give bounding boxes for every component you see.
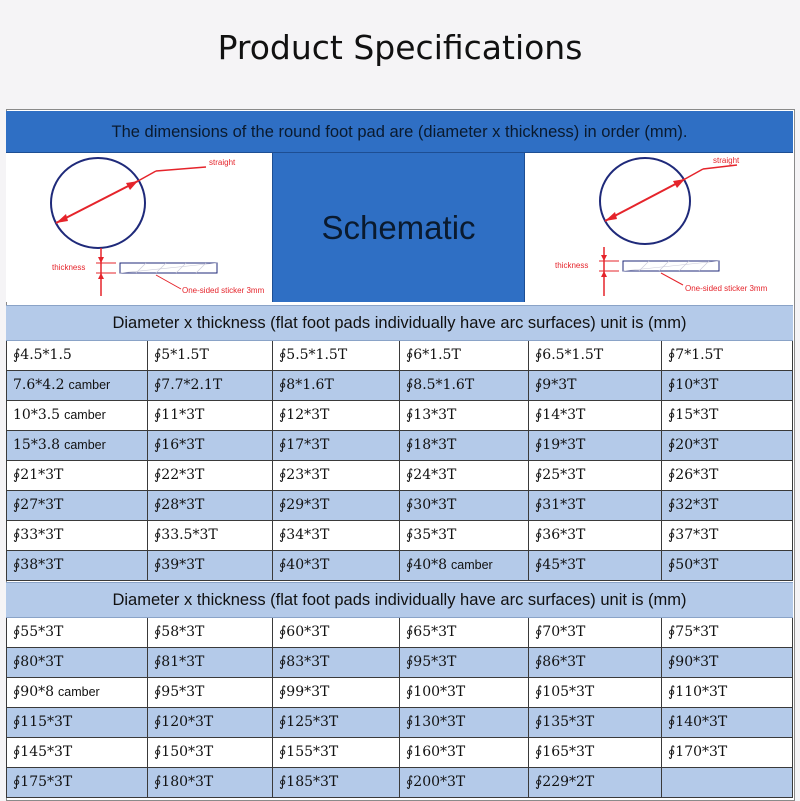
size-cell (6, 551, 148, 581)
section-header-2 (6, 582, 793, 618)
size-cell (6, 401, 148, 431)
size-value: ∮25*3T (535, 467, 586, 483)
size-cell (662, 738, 793, 768)
size-value: ∮60*3T (279, 624, 330, 640)
size-cell (400, 648, 529, 678)
size-value: ∮16*3T (154, 437, 205, 453)
size-value: ∮24*3T (406, 467, 457, 483)
size-value: ∮185*3T (279, 774, 339, 790)
size-cell (529, 551, 662, 581)
table-row (6, 431, 793, 461)
size-value: ∮81*3T (154, 654, 205, 670)
size-cell (148, 618, 273, 648)
table-row (6, 768, 793, 798)
size-cell (273, 461, 400, 491)
size-value: ∮7.7*2.1T (154, 377, 223, 393)
size-value: ∮6*1.5T (406, 347, 461, 363)
size-value: ∮45*3T (535, 557, 586, 573)
size-cell (400, 371, 529, 401)
size-value: ∮165*3T (535, 744, 595, 760)
size-value: ∮21*3T (13, 467, 64, 483)
size-value: ∮6.5*1.5T (535, 347, 604, 363)
size-value: ∮33*3T (13, 527, 64, 543)
size-value: 7.6*4.2 (13, 377, 65, 393)
size-value: ∮99*3T (279, 684, 330, 700)
size-value: ∮175*3T (13, 774, 73, 790)
size-cell (6, 648, 148, 678)
size-cell (273, 708, 400, 738)
size-value: ∮115*3T (13, 714, 73, 730)
size-value: ∮13*3T (406, 407, 457, 423)
size-cell (400, 678, 529, 708)
label-straight: straight (209, 158, 236, 167)
label-thickness: thickness (52, 263, 86, 272)
size-value: ∮5.5*1.5T (279, 347, 348, 363)
size-value: ∮30*3T (406, 497, 457, 513)
schematic-label: Schematic (321, 209, 476, 246)
size-cell (400, 618, 529, 648)
size-cell (6, 371, 148, 401)
size-value: ∮29*3T (279, 497, 330, 513)
table-row (6, 461, 793, 491)
size-value: ∮229*2T (535, 774, 595, 790)
size-value: ∮145*3T (13, 744, 73, 760)
size-cell (400, 491, 529, 521)
size-cell (400, 521, 529, 551)
size-value: ∮86*3T (535, 654, 586, 670)
size-value: ∮10*3T (668, 377, 719, 393)
size-value: ∮18*3T (406, 437, 457, 453)
size-cell (662, 491, 793, 521)
size-value: ∮140*3T (668, 714, 728, 730)
size-value: ∮170*3T (668, 744, 728, 760)
size-value: ∮95*3T (154, 684, 205, 700)
size-value: ∮125*3T (279, 714, 339, 730)
size-cell (6, 431, 148, 461)
size-cell (400, 461, 529, 491)
table-row (6, 401, 793, 431)
size-value: ∮39*3T (154, 557, 205, 573)
size-cell (529, 618, 662, 648)
size-cell (529, 431, 662, 461)
size-cell (273, 371, 400, 401)
schematic-diagram-left (6, 153, 272, 302)
size-cell (148, 461, 273, 491)
size-value: ∮4.5*1.5 (13, 347, 72, 363)
schematic-diagram-right (525, 153, 793, 302)
size-value: ∮40*3T (279, 557, 330, 573)
size-value: ∮37*3T (668, 527, 719, 543)
table-row (6, 491, 793, 521)
size-cell (273, 401, 400, 431)
label-straight: straight (713, 156, 740, 165)
size-value: ∮155*3T (279, 744, 339, 760)
size-value: ∮11*3T (154, 407, 205, 423)
section-label: Diameter x thickness (flat foot pads individually have arc surfaces) unit is (mm) (112, 591, 687, 609)
size-value: ∮95*3T (406, 654, 457, 670)
size-value: ∮34*3T (279, 527, 330, 543)
size-cell (400, 708, 529, 738)
size-value: ∮83*3T (279, 654, 330, 670)
table-row (6, 678, 793, 708)
size-value: ∮12*3T (279, 407, 330, 423)
size-value: ∮27*3T (13, 497, 64, 513)
size-value: ∮22*3T (154, 467, 205, 483)
size-cell (662, 708, 793, 738)
size-cell (273, 431, 400, 461)
size-cell (148, 648, 273, 678)
dimension-note-band (6, 111, 793, 153)
size-cell (400, 768, 529, 798)
size-value: ∮200*3T (406, 774, 466, 790)
size-cell (148, 708, 273, 738)
size-cell (400, 401, 529, 431)
size-value: ∮5*1.5T (154, 347, 209, 363)
size-value: ∮8*1.6T (279, 377, 334, 393)
size-cell (529, 371, 662, 401)
table-row (6, 371, 793, 401)
dimension-note: The dimensions of the round foot pad are (diameter x thickness) in order (mm). (111, 123, 688, 141)
size-cell (662, 768, 793, 798)
size-cell (148, 678, 273, 708)
size-value: ∮38*3T (13, 557, 64, 573)
size-cell (662, 551, 793, 581)
size-value: ∮31*3T (535, 497, 586, 513)
size-value: ∮65*3T (406, 624, 457, 640)
size-cell (273, 551, 400, 581)
size-cell (400, 431, 529, 461)
page-title: Product Specifications (217, 28, 583, 67)
size-cell (273, 678, 400, 708)
round-pad-diagram (6, 153, 272, 302)
size-cell (400, 738, 529, 768)
size-cell (6, 738, 148, 768)
size-cell (662, 618, 793, 648)
size-value: ∮7*1.5T (668, 347, 723, 363)
size-cell (273, 738, 400, 768)
size-cell (148, 551, 273, 581)
size-cell (6, 461, 148, 491)
table-row (6, 551, 793, 581)
table-row (6, 738, 793, 768)
size-cell (148, 401, 273, 431)
size-cell (662, 648, 793, 678)
size-value: ∮90*3T (668, 654, 719, 670)
size-value: ∮19*3T (535, 437, 586, 453)
camber-note: camber (68, 378, 111, 392)
label-thickness: thickness (555, 261, 589, 270)
size-cell (6, 618, 148, 648)
size-value: ∮9*3T (535, 377, 577, 393)
size-value: ∮32*3T (668, 497, 719, 513)
size-cell (529, 708, 662, 738)
size-value: ∮58*3T (154, 624, 205, 640)
table-row (6, 618, 793, 648)
label-sticker: One-sided sticker 3mm (182, 286, 265, 295)
size-cell (6, 768, 148, 798)
size-cell (662, 341, 793, 371)
size-cell (273, 648, 400, 678)
size-cell (148, 768, 273, 798)
size-cell (662, 521, 793, 551)
section-label: Diameter x thickness (flat foot pads individually have arc surfaces) unit is (mm) (112, 314, 687, 332)
size-value: ∮15*3T (668, 407, 719, 423)
size-value: ∮160*3T (406, 744, 466, 760)
size-cell (6, 341, 148, 371)
size-cell (662, 461, 793, 491)
size-cell (529, 648, 662, 678)
size-value: ∮36*3T (535, 527, 586, 543)
size-cell (529, 521, 662, 551)
size-cell (148, 491, 273, 521)
size-value: ∮26*3T (668, 467, 719, 483)
size-cell (529, 341, 662, 371)
size-cell (148, 341, 273, 371)
size-value: ∮80*3T (13, 654, 64, 670)
size-cell (148, 521, 273, 551)
camber-note: camber (58, 685, 100, 699)
size-cell (273, 768, 400, 798)
table-row (6, 521, 793, 551)
size-value: ∮33.5*3T (154, 527, 218, 543)
size-cell (529, 461, 662, 491)
size-cell (662, 678, 793, 708)
size-cell (662, 401, 793, 431)
size-value: ∮135*3T (535, 714, 595, 730)
size-cell (662, 371, 793, 401)
table-row (6, 341, 793, 371)
size-cell (400, 341, 529, 371)
size-value: ∮20*3T (668, 437, 719, 453)
label-sticker: One-sided sticker 3mm (685, 284, 768, 293)
size-value: ∮17*3T (279, 437, 330, 453)
schematic-block (272, 153, 525, 302)
size-value: ∮14*3T (535, 407, 586, 423)
size-value: ∮40*8 (406, 557, 448, 573)
size-value: ∮100*3T (406, 684, 466, 700)
size-cell (273, 618, 400, 648)
size-value: ∮75*3T (668, 624, 719, 640)
size-value: ∮120*3T (154, 714, 214, 730)
size-value: ∮35*3T (406, 527, 457, 543)
size-value: ∮23*3T (279, 467, 330, 483)
size-cell (273, 341, 400, 371)
size-cell (662, 431, 793, 461)
size-cell (148, 371, 273, 401)
size-cell (148, 738, 273, 768)
size-value: ∮70*3T (535, 624, 586, 640)
size-cell (6, 521, 148, 551)
size-value: ∮180*3T (154, 774, 214, 790)
size-cell (529, 768, 662, 798)
size-value: ∮150*3T (154, 744, 214, 760)
size-cell (400, 551, 529, 581)
size-value: ∮8.5*1.6T (406, 377, 475, 393)
size-cell (529, 401, 662, 431)
size-value: ∮55*3T (13, 624, 64, 640)
section-header-1 (6, 305, 793, 341)
size-cell (529, 738, 662, 768)
size-cell (529, 491, 662, 521)
size-value: ∮50*3T (668, 557, 719, 573)
size-cell (6, 491, 148, 521)
size-value: ∮130*3T (406, 714, 466, 730)
round-pad-diagram (525, 153, 793, 302)
size-cell (6, 708, 148, 738)
size-cell (6, 678, 148, 708)
size-value: ∮105*3T (535, 684, 595, 700)
table-row (6, 648, 793, 678)
size-value: ∮90*8 (13, 684, 55, 700)
size-value: ∮28*3T (154, 497, 205, 513)
size-cell (273, 521, 400, 551)
size-cell (273, 491, 400, 521)
size-value: ∮110*3T (668, 684, 728, 700)
size-cell (148, 431, 273, 461)
camber-note: camber (451, 558, 493, 572)
size-cell (529, 678, 662, 708)
camber-note: camber (64, 408, 106, 422)
size-value: 15*3.8 (13, 437, 61, 453)
camber-note: camber (64, 438, 106, 452)
table-row (6, 708, 793, 738)
size-value: 10*3.5 (13, 407, 61, 423)
